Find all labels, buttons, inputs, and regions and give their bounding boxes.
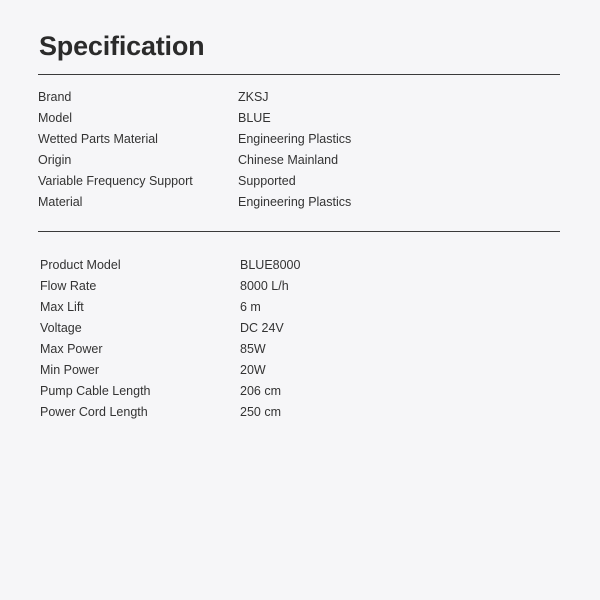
spec-value: BLUE: [238, 110, 271, 125]
spec-key: Max Lift: [40, 299, 84, 314]
spec-key: Material: [38, 194, 83, 209]
spec-value: Chinese Mainland: [238, 152, 339, 167]
spec-value: 20W: [240, 362, 266, 377]
section-divider: [38, 231, 560, 232]
spec-key: Voltage: [40, 320, 82, 335]
spec-key: Product Model: [40, 257, 121, 272]
spec-value: 8000 L/h: [240, 278, 289, 293]
spec-value: Engineering Plastics: [238, 194, 352, 209]
spec-key: Wetted Parts Material: [38, 131, 158, 146]
spec-key: Model: [38, 110, 73, 125]
spec-row-pump-cable-length: [38, 380, 558, 401]
spec-row-product-model: [38, 254, 558, 275]
spec-row-power-cord-length: [38, 401, 558, 422]
spec-value: 250 cm: [240, 404, 281, 419]
spec-row-min-power: [38, 359, 558, 380]
spec-row-max-lift: [38, 296, 558, 317]
spec-row-brand: [38, 86, 558, 107]
spec-value: Supported: [238, 173, 296, 188]
spec-value: BLUE8000: [240, 257, 301, 272]
spec-row-variable-frequency-support: [38, 170, 558, 191]
spec-value: DC 24V: [240, 320, 284, 335]
spec-key: Power Cord Length: [40, 404, 148, 419]
spec-value: 85W: [240, 341, 266, 356]
basic-spec-table: [38, 86, 558, 212]
spec-row-wetted-parts-material: [38, 128, 558, 149]
spec-value: Engineering Plastics: [238, 131, 352, 146]
spec-key: Min Power: [40, 362, 100, 377]
spec-key: Pump Cable Length: [40, 383, 151, 398]
spec-value: 6 m: [240, 299, 261, 314]
spec-row-flow-rate: [38, 275, 558, 296]
spec-row-origin: [38, 149, 558, 170]
spec-key: Origin: [38, 152, 72, 167]
spec-value: ZKSJ: [238, 89, 269, 104]
spec-value: 206 cm: [240, 383, 281, 398]
spec-row-model: [38, 107, 558, 128]
title-divider: [38, 74, 560, 75]
spec-key: Variable Frequency Support: [38, 173, 193, 188]
spec-key: Brand: [38, 89, 72, 104]
product-spec-table: [38, 254, 558, 422]
spec-row-material: [38, 191, 558, 212]
spec-key: Flow Rate: [40, 278, 97, 293]
spec-key: Max Power: [40, 341, 103, 356]
spec-row-max-power: [38, 338, 558, 359]
spec-row-voltage: [38, 317, 558, 338]
page-title: Specification: [39, 31, 205, 61]
